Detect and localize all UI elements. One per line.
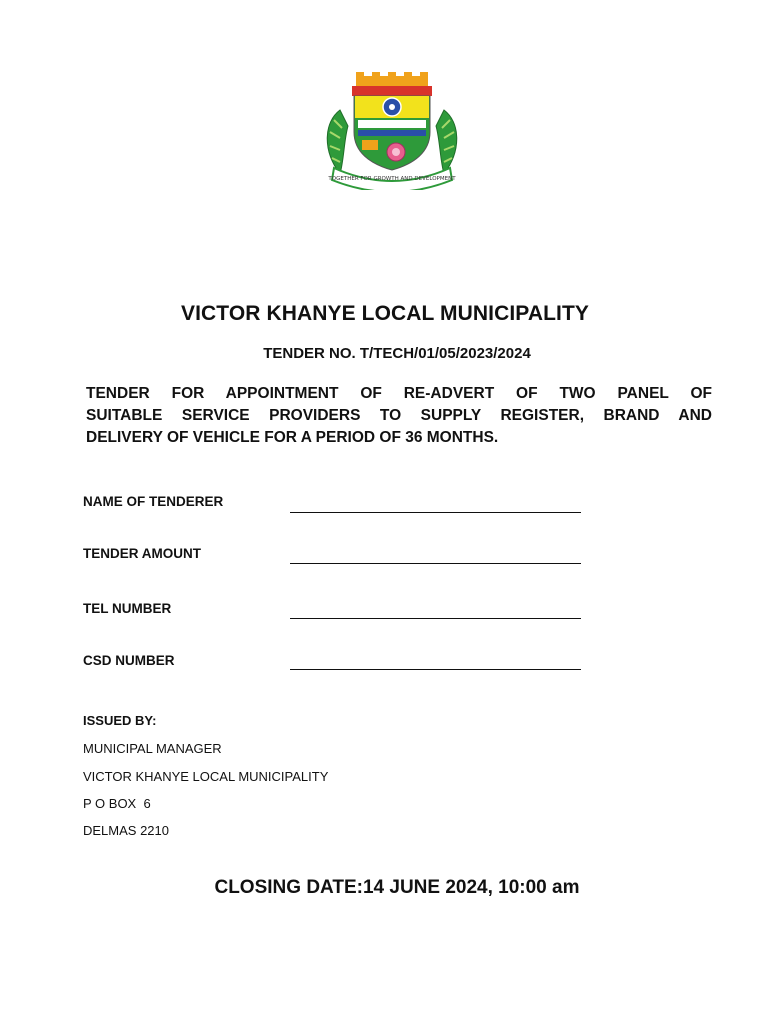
municipal-crest-logo [318, 70, 466, 190]
field-label-csd-number: CSD NUMBER [83, 653, 175, 668]
csd-number-input-line[interactable] [290, 669, 581, 670]
municipality-title: VICTOR KHANYE LOCAL MUNICIPALITY [180, 302, 590, 325]
description-line: DELIVERY OF VEHICLE FOR A PERIOD OF 36 MONTHS. [86, 429, 499, 446]
field-label-tel-number: TEL NUMBER [83, 601, 172, 616]
tender-amount-input-line[interactable] [290, 563, 581, 564]
issued-by-line: VICTOR KHANYE LOCAL MUNICIPALITY [83, 769, 329, 784]
issued-by-heading: ISSUED BY: [83, 713, 157, 728]
tender-description [86, 383, 712, 449]
description-line: TENDER FOR APPOINTMENT OF RE-ADVERT OF TWO PANEL OF [86, 385, 712, 402]
field-label-name-of-tenderer: NAME OF TENDERER [83, 494, 224, 509]
field-label-tender-amount: TENDER AMOUNT [83, 546, 201, 561]
closing-date: CLOSING DATE:14 JUNE 2024, 10:00 am [214, 877, 580, 898]
issued-by-line: DELMAS 2210 [83, 823, 169, 838]
name-of-tenderer-input-line[interactable] [290, 512, 581, 513]
issued-by-line: P O BOX 6 [83, 796, 151, 811]
tel-number-input-line[interactable] [290, 618, 581, 619]
tender-number: TENDER NO. T/TECH/01/05/2023/2024 [263, 345, 531, 362]
issued-by-line: MUNICIPAL MANAGER [83, 741, 222, 756]
crest-motto: TOGETHER FOR GROWTH AND DEVELOPMENT [328, 176, 456, 182]
description-line: SUITABLE SERVICE PROVIDERS TO SUPPLY REGISTER, BRAND AND [86, 407, 712, 424]
